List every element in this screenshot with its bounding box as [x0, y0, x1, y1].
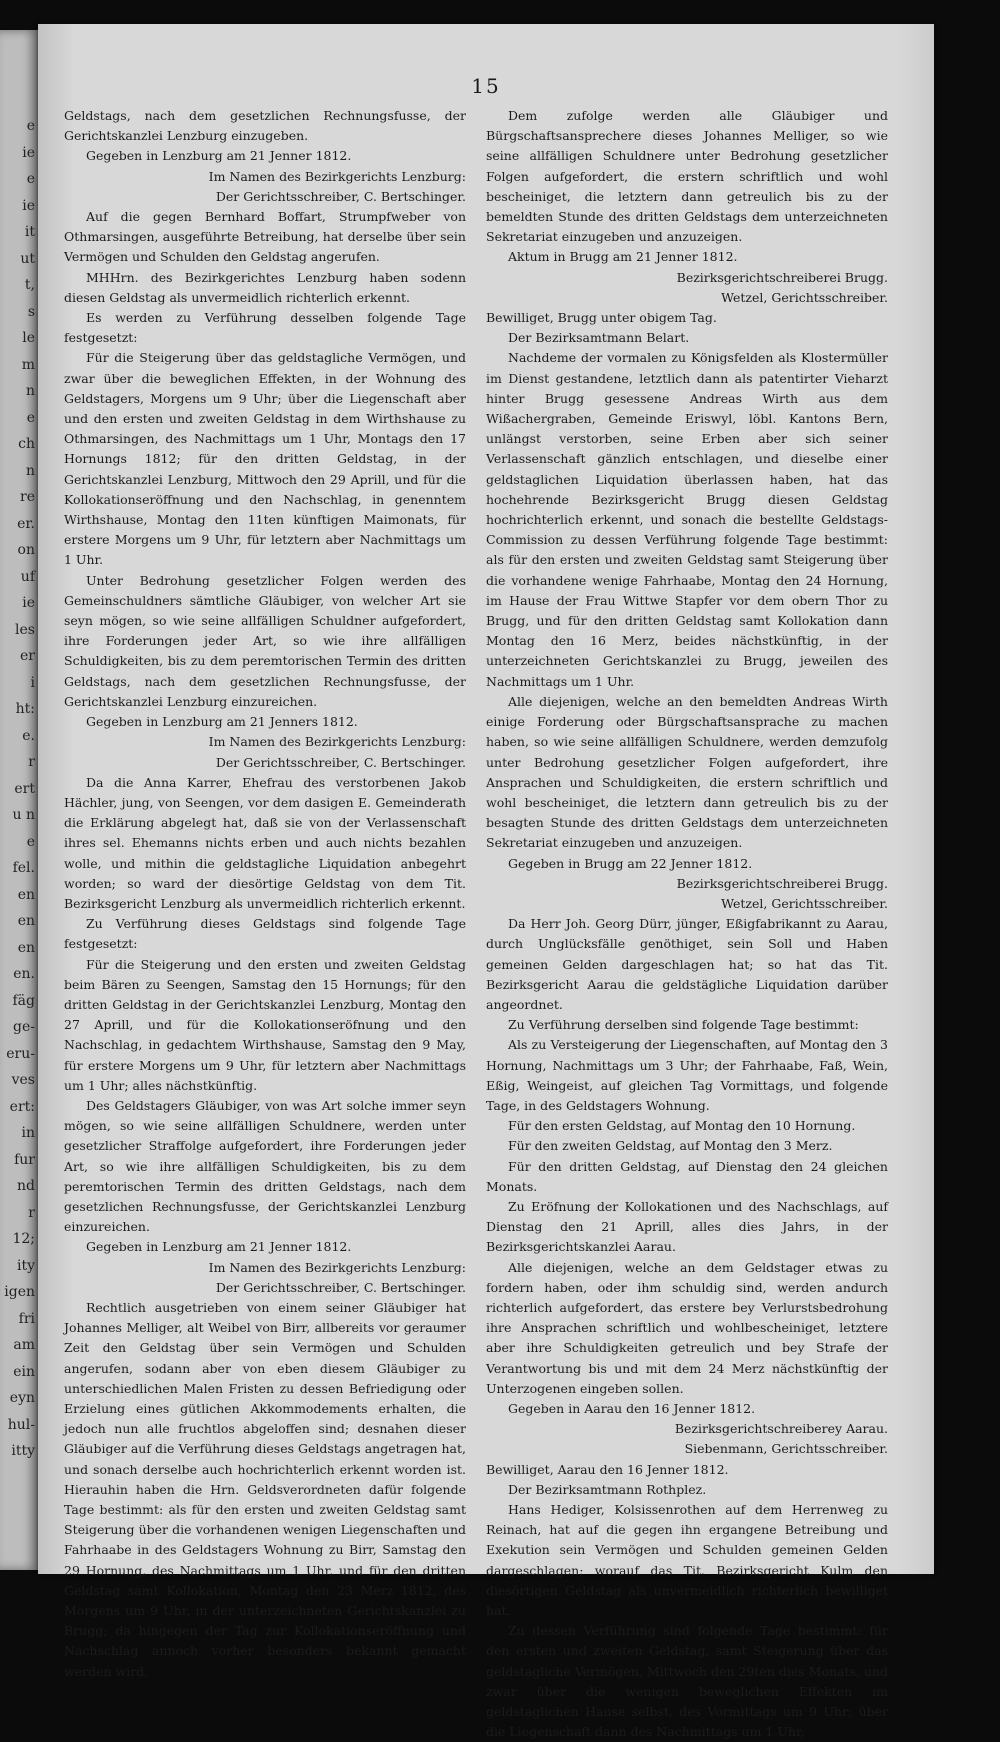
paragraph: Bewilliget, Aarau den 16 Jenner 1812. [486, 1461, 729, 1477]
paragraph: Der Gerichtsschreiber, C. Bertschinger. [215, 754, 466, 770]
previous-page-text-fragment: eru- [6, 1045, 35, 1062]
paragraph: Es werden zu Verführung desselben folgende Tage festgesetzt: [64, 310, 466, 346]
paragraph: Rechtlich ausgetrieben von einem seiner Gläubiger hat Johannes Melliger, alt Weibel von Birr, allbereits vor geraumer Zeit den Geldstag über sein Vermögen und Schulden angerufen, sodann aber von eben diesem Gläubiger zu unterschiedlichen Malen Fristen zu dessen Befriedigung oder Erzielung eines gütlichen Akkommodements erhalten, die jedoch nun alle fruchtlos abgeloffen sind; desnahen dieser Gläubiger auf die Verführung dieses Geldstags angetragen hat, und sonach derselbe auch hochrichterlich erkennt worden ist. Hierauhin haben die Hrn. Geldsverordneten dafür folgende Tage bestimmt: als für den ersten und zweiten Geldstag samt Steigerung über die vorhandenen wenigen Liegenschaften und Fahrhaabe in des Geldstagers Wohnung zu Birr, Samstag den 29 Hornung, des Nachmittags um 1 Uhr, und für den dritten Geldstag samt Kollokation, Montag den 23 Merz 1812, des Morgens um 9 Uhr, in der unterzeichneten Gerichtskanzlei zu Brugg; da hingegen der Tag zur Kollokationseröffnung und Nachschlag annoch vorher besonders bekannt gemacht werden wird. [64, 1299, 466, 1679]
previous-page-text-fragment: ut [20, 250, 35, 267]
paragraph: Der Gerichtsschreiber, C. Bertschinger. [215, 1279, 466, 1295]
previous-page-text-fragment: ge- [13, 1019, 35, 1035]
paragraph: Alle diejenigen, welche an dem Geldstager etwas zu fordern haben, oder ihm schuldig sind, werden andurch richterlich aufgefordert, das erstere bey Verlurstsbedrohung ihre Ansprachen schriftlich und wohlbescheiniget, letztere aber ihre Schuldigkeiten getreulich und bey Strafe der Verantwortung bis und mit dem 24 Merz nächstkünftig der Unterzogenen eingeben sollen. [486, 1259, 888, 1396]
previous-page-text-fragment: re [20, 489, 35, 505]
paragraph: Da Herr Joh. Georg Dürr, jünger, Eßigfabrikannt zu Aarau, durch Unglücksfälle genöthiget, sein Soll und Haben gemeinen Gelden dargeschlagen hat; so hat das Tit. Bezirksgericht Aarau die geldstägliche Liquidation darüber angeordnet. [486, 916, 888, 1012]
previous-page-text-fragment: u n [12, 807, 35, 823]
paragraph: Des Geldstagers Gläubiger, von was Art solche immer seyn mögen, so wie seine allfälligen Schuldnere, werden unter gesetzlicher Straffolge aufgefordert, ihre Forderungen jeder Art, so wie ihre allfälligen Schuldigkeiten, bis zu dem peremtorischen Termin des dritten Geldstags, nach dem gesetzlichen Rechnungsfusse, der Gerichtskanzlei Lenzburg einzureichen. [64, 1097, 466, 1235]
previous-page-text-fragment: e [26, 171, 35, 187]
paragraph: Unter Bedrohung gesetzlicher Folgen werden des Gemeinschuldners sämtliche Gläubiger, von welcher Art sie seyn mögen, so wie seine allfälligen Schuldner aufgefordert, ihre Forderungen jeder Art, so wie ihre allfälligen Schuldigkeiten, bis zu dem peremtorischen Termin des dritten Geldstags, nach dem gesetzlichen Rechnungsfusse, der Gerichtskanzlei Lenzburg einzureichen. [64, 572, 466, 709]
paragraph: Für den ersten Geldstag, auf Montag den 10 Hornung. [508, 1118, 856, 1134]
previous-page-text-fragment: en. [13, 966, 35, 982]
right-column [486, 106, 888, 1742]
previous-page-text-fragment: it [24, 224, 35, 240]
paragraph: Nachdeme der vormalen zu Königsfelden als Klostermüller im Dienst gestandene, letztlich dann als patentirter Vieharzt hinter Brugg gesessene Andreas Wirth aus dem Wißachergraben, Gemeinde Eriswyl, löbl. Kantons Bern, unlängst verstorben, seine Erben aber sich seiner Verlassenschaft gänzlich entschlagen, und dieselbe einer geldstaglichen Liquidation überlassen haben, hat das hochehrende Bezirksgericht Brugg diesen Geldstag hochrichterlich erkennt, und sonach die bestellte Geldstags-Commission zu dessen Verführung folgende Tage bestimmt: als für den ersten und zweiten Geldstag samt Steigerung über die vorhandene wenige Fahrhaabe, Montag den 24 Hornung, im Hause der Frau Wittwe Stapfer vor dem obern Thor zu Brugg, und für den dritten Geldstag samt Kollokation dann Montag den 16 Merz, beides nächstkünftig, in der unterzeichneten Gerichtskanzlei zu Brugg, jeweilen des Nachmittags um 1 Uhr. [486, 350, 888, 689]
paragraph: Alle diejenigen, welche an den bemeldten Andreas Wirth einige Forderung oder Bürgschaftsansprache zu machen haben, so wie seine allfälligen Schuldnere, werden demzufolg unter Bedrohung gesetzlicher Folgen aufgefordert, ihre Ansprachen und Schuldigkeiten, die erstern schriftlich und wohl bescheiniget, die letztern dann getreulich bis zu der besagten Stunde des dritten Geldstags dem unterzeichneten Sekretariat einzugeben und anzuzeigen. [486, 693, 888, 851]
left-column [64, 106, 466, 1682]
previous-page-text-fragment: in [21, 1125, 35, 1141]
previous-page-text-fragment: fri [18, 1310, 35, 1327]
previous-page-text-fragment: les [15, 621, 35, 638]
paragraph: Gegeben in Lenzburg am 21 Jenner 1812. [86, 148, 352, 164]
previous-page-text-fragment: ity [16, 1257, 35, 1274]
previous-page-text-fragment: er. [17, 515, 35, 532]
previous-page-edge [0, 30, 38, 1570]
paragraph: Für die Steigerung und den ersten und zweiten Geldstag beim Bären zu Seengen, Samstag den 15 Hornungs; für den dritten Geldstag in der Gerichtskanzlei Lenzburg, Montag den 27 Aprill, und für die Kollokationseröfnung und den Nachschlag, in gedachtem Wirthshause, Samstag den 9 May, für erstere Morgens um 9 Uhr, für letztern aber Nachmittags um 1 Uhr; alles nächstkünftig. [64, 956, 466, 1093]
paragraph: Zu dessen Verführung sind folgende Tage bestimmt: für den ersten und zweiten Geldstag, samt Steigerung über das geldstagliche Vermögen, Mittwoch den 29ten dies Monats, und zwar über die wenigen beweglichen Effekten im geldstaglichen Hause selbst, des Vormittags um 9 Uhr; über die Liegenschaft dann des Nachmittags um 1 Uhr, [486, 1623, 888, 1740]
previous-page-text-fragment: n [25, 462, 35, 479]
previous-page-text-fragment: r [28, 754, 35, 770]
paragraph: Bezirksgerichtschreiberei Brugg. [676, 269, 888, 285]
previous-page-text-fragment: ie [22, 144, 35, 161]
paragraph: Zu Verführung derselben sind folgende Tage bestimmt: [508, 1017, 859, 1033]
previous-page-text-fragment: igen [4, 1284, 35, 1300]
paragraph: Der Bezirksamtmann Rothplez. [508, 1481, 707, 1497]
previous-page-text-fragment: ht: [15, 701, 35, 717]
previous-page-text-fragment: e [26, 833, 35, 850]
previous-page-text-fragment: er [20, 648, 35, 664]
paragraph: Geldstags, nach dem gesetzlichen Rechnungsfusse, der Gerichtskanzlei Lenzburg einzugeben. [64, 108, 466, 144]
previous-page-text-fragment: ch [18, 436, 35, 452]
paragraph: Zu Eröfnung der Kollokationen und des Nachschlags, auf Dienstag den 21 Aprill, alles dies Jahrs, in der Bezirksgerichtskanzlei Aarau. [486, 1198, 888, 1255]
paragraph: MHHrn. des Bezirkgerichtes Lenzburg haben sodenn diesen Geldstag als unvermeidlich richterlich erkennt. [64, 269, 466, 305]
paragraph: Gegeben in Lenzburg am 21 Jenners 1812. [86, 714, 358, 730]
paragraph: Im Namen des Bezirkgerichts Lenzburg: [208, 168, 466, 184]
paragraph: Im Namen des Bezirkgerichts Lenzburg: [208, 734, 466, 750]
newspaper-page [38, 24, 934, 1740]
paragraph: Aktum in Brugg am 21 Jenner 1812. [508, 249, 738, 265]
paragraph: Als zu Versteigerung der Liegenschaften, auf Montag den 3 Hornung, Nachmittags um 3 Uhr; der Fahrhaabe, Faß, Wein, Eßig, Weingeist, auf gleichen Tag Vormittags, und folgende Tage, in des Geldstagers Wohnung. [486, 1037, 888, 1113]
paragraph: Bezirksgerichtschreiberey Aarau. [674, 1421, 888, 1437]
previous-page-text-fragment: e [26, 409, 35, 426]
paragraph: Für den dritten Geldstag, auf Dienstag den 24 gleichen Monats. [486, 1158, 888, 1194]
previous-page-text-fragment: itty [11, 1443, 35, 1459]
previous-page-text-fragment: fel. [12, 860, 35, 876]
previous-page-text-fragment: en [17, 886, 35, 903]
previous-page-text-fragment: n [25, 383, 35, 399]
previous-page-text-fragment: nd [17, 1178, 35, 1194]
paragraph: Hans Hediger, Kolsissenrothen auf dem Herrenweg zu Reinach, hat auf die gegen ihn ergangene Betreibung und Exekution sein Vermögen und Schulden gemeinen Gelden dargeschlagen; worauf das Tit. Bezirksgericht Kulm den diesörtigen Geldstag als unvermeidlich richterlich bewilliget hat. [486, 1502, 888, 1619]
previous-page-text-fragment: le [22, 330, 35, 346]
paragraph: Auf die gegen Bernhard Boffart, Strumpfweber von Othmarsingen, ausgeführte Betreibung, hat derselbe über sein Vermögen und Schulden den Geldstag angerufen. [64, 209, 466, 265]
paragraph: Für den zweiten Geldstag, auf Montag den 3 Merz. [508, 1138, 833, 1154]
previous-page-text-fragment: ert [14, 780, 35, 797]
previous-page-text-fragment: ein [13, 1363, 35, 1380]
page-number: 15 [471, 74, 501, 98]
previous-page-text-fragment: e. [22, 727, 35, 744]
paragraph: Da die Anna Karrer, Ehefrau des verstorbenen Jakob Hächler, jung, von Seengen, vor dem dasigen E. Gemeinderath die Erklärung abgelegt hat, daß sie von der Verlassenschaft ihres sel. Ehemanns nichts erben und auch nichts bezahlen wolle, und mithin die geldstagliche Liquidation anbegehrt worden; so ward der diesörtige Geldstag von dem Tit. Bezirksgericht Lenzburg als unvermeidlich richterlich erkennt. [64, 774, 466, 911]
paragraph: Im Namen des Bezirkgerichts Lenzburg: [208, 1259, 466, 1275]
paragraph: Zu Verführung dieses Geldstags sind folgende Tage festgesetzt: [64, 916, 466, 952]
previous-page-text-fragment: t, [24, 277, 35, 293]
paragraph: Für die Steigerung über das geldstagliche Vermögen, und zwar über die beweglichen Effekten, in der Wohnung des Geldstagers, Morgens um 9 Uhr; über die Liegenschaft aber und den ersten und zweiten Geldstag in dem Wirthshause zu Othmarsingen, des Nachmittags um 1 Uhr, Montags den 17 Hornungs 1812; für den dritten Geldstag, in der Gerichtskanzlei Lenzburg, Mittwoch den 29 Aprill, und für die Kollokationseröffnung und den Nachschlag, in genenntem Wirthshause, Montag den 11ten künftigen Maimonats, für erstere Morgens um 9 Uhr, für letztern aber Nachmittags um 1 Uhr. [64, 350, 466, 568]
previous-page-text-fragment: 12; [12, 1231, 35, 1247]
paragraph: Der Gerichtsschreiber, C. Bertschinger. [215, 188, 466, 204]
paragraph: Wetzel, Gerichtsschreiber. [721, 289, 888, 305]
previous-page-text-fragment: ves [11, 1072, 35, 1088]
paragraph: Der Bezirksamtmann Belart. [508, 330, 690, 346]
paragraph: Gegeben in Lenzburg am 21 Jenner 1812. [86, 1239, 352, 1255]
previous-page-text-fragment: hul- [7, 1416, 35, 1433]
previous-page-text-fragment: on [17, 542, 35, 558]
previous-page-text-fragment: fur [14, 1151, 35, 1168]
paragraph: Gegeben in Aarau den 16 Jenner 1812. [508, 1401, 756, 1416]
paragraph: Dem zufolge werden alle Gläubiger und Bürgschaftsansprechere dieses Johannes Melliger, so wie seine allfälligen Schuldnere unter Bedrohung gesetzlicher Folgen aufgefordert, die erstern schriftlich und wohl bescheiniget, die letztern dann getreulich bis zu der bemeldten Stunde des dritten Geldstags dem unterzeichneten Sekretariat einzugeben und anzuzeigen. [486, 108, 888, 245]
previous-page-text-fragment: en [17, 939, 35, 956]
previous-page-text-fragment: e [26, 118, 35, 134]
paragraph: Bezirksgerichtschreiberei Brugg. [676, 875, 888, 891]
previous-page-text-fragment: en [17, 913, 35, 929]
previous-page-text-fragment: s [27, 303, 35, 320]
previous-page-text-fragment: uf [20, 568, 35, 585]
previous-page-text-fragment: i [30, 674, 35, 691]
previous-page-text-fragment: ert: [9, 1098, 35, 1115]
paragraph: Siebenmann, Gerichtsschreiber. [684, 1441, 888, 1457]
previous-page-text-fragment: fäg [12, 992, 35, 1009]
previous-page-text-fragment: eyn [9, 1390, 35, 1406]
paragraph: Gegeben in Brugg am 22 Jenner 1812. [508, 855, 753, 871]
previous-page-text-fragment: am [13, 1337, 35, 1353]
previous-page-text-fragment: m [21, 356, 35, 373]
paragraph: Wetzel, Gerichtsschreiber. [721, 895, 888, 911]
previous-page-text-fragment: ie [22, 595, 35, 611]
previous-page-text-fragment: ie [22, 197, 35, 214]
previous-page-text-fragment: r [28, 1204, 35, 1221]
paragraph: Bewilliget, Brugg unter obigem Tag. [486, 310, 717, 326]
